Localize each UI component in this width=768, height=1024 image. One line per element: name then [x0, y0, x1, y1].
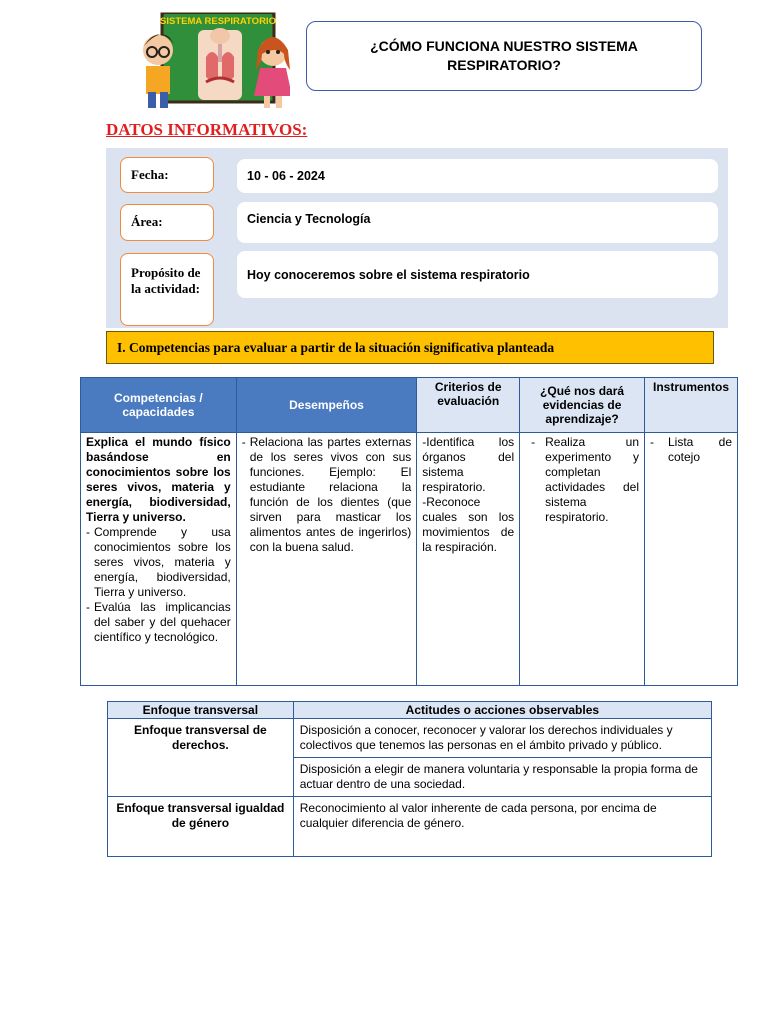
instrumento-text: Lista de cotejo [668, 435, 732, 464]
enfoque-genero: Enfoque transversal igualdad de género [108, 797, 294, 857]
criterio-item: -Reconoce cuales son los movimientos de la respiración. [422, 495, 515, 554]
fecha-label: Fecha: [120, 157, 214, 193]
fecha-value: 10 - 06 - 2024 [237, 159, 718, 193]
enfoque-derechos: Enfoque transversal de derechos. [108, 719, 294, 797]
enfoques-table [107, 701, 712, 857]
accion-item: Reconocimiento al valor inherente de cada persona, por encima de cualquier diferencia de género. [293, 797, 711, 857]
info-panel [106, 148, 728, 328]
header-illustration [140, 12, 290, 110]
header-competencias: Competencias / capacidades [81, 378, 237, 433]
capacidad-item: - Comprende y usa conocimientos sobre los seres vivos, materia y energía, biodiversidad, Tierra y universo. [86, 525, 231, 599]
area-value: Ciencia y Tecnología [237, 202, 718, 243]
desempeno-cell: - Relaciona las partes externas de los seres vivos con sus funciones. Ejemplo: El estudiante relaciona la función de los dientes (que sirven para masticar los alimentos antes de ingerirlos) con la buena salud. [236, 433, 417, 686]
header-criterios: Criterios de evaluación [417, 378, 520, 433]
competencia-main: Explica el mundo físico basándose en conocimientos sobre los seres vivos, materia y energía, biodiversidad, Tierra y universo. [86, 435, 231, 524]
competencias-heading: I. Competencias para evaluar a partir de la situación significativa planteada [106, 331, 714, 364]
competencias-table [80, 377, 738, 686]
page-title: ¿CÓMO FUNCIONA NUESTRO SISTEMA RESPIRATORIO? [306, 21, 702, 91]
proposito-label: Propósito de la actividad: [120, 253, 214, 326]
accion-item: Disposición a elegir de manera voluntaria y responsable la propia forma de actuar dentro de una sociedad. [293, 758, 711, 797]
desempeno-text: Relaciona las partes externas de los seres vivos con sus funciones. Ejemplo: El estudiante relaciona la función de los dientes (que sirven para masticar los alimentos antes de ingerirlos) con la buena salud. [249, 435, 412, 554]
evidencia-cell: - Realiza un experimento y completan actividades del sistema respiratorio. [520, 433, 645, 686]
header-instrumentos: Instrumentos [645, 378, 738, 433]
header-evidencias: ¿Qué nos dará evidencias de aprendizaje? [520, 378, 645, 433]
instrumento-cell: - Lista de cotejo [645, 433, 738, 686]
illustration-caption: SISTEMA RESPIRATORIO [160, 16, 276, 27]
criterios-cell [417, 433, 520, 686]
header-acciones: Actitudes o acciones observables [293, 702, 711, 719]
accion-item: Disposición a conocer, reconocer y valorar los derechos individuales y colectivos que tenemos las personas en el ámbito privado y público. [293, 719, 711, 758]
proposito-value: Hoy conoceremos sobre el sistema respiratorio [237, 251, 718, 298]
header-enfoque: Enfoque transversal [108, 702, 294, 719]
competencia-cell [81, 433, 237, 686]
header-desempenos: Desempeños [236, 378, 417, 433]
criterio-item: -Identifica los órganos del sistema respiratorio. [422, 435, 515, 494]
area-label: Área: [120, 204, 214, 241]
datos-heading: DATOS INFORMATIVOS: [106, 120, 308, 139]
capacidad-item: - Evalúa las implicancias del saber y del quehacer científico y tecnológico. [86, 600, 231, 644]
evidencia-text: Realiza un experimento y completan actividades del sistema respiratorio. [545, 435, 639, 524]
